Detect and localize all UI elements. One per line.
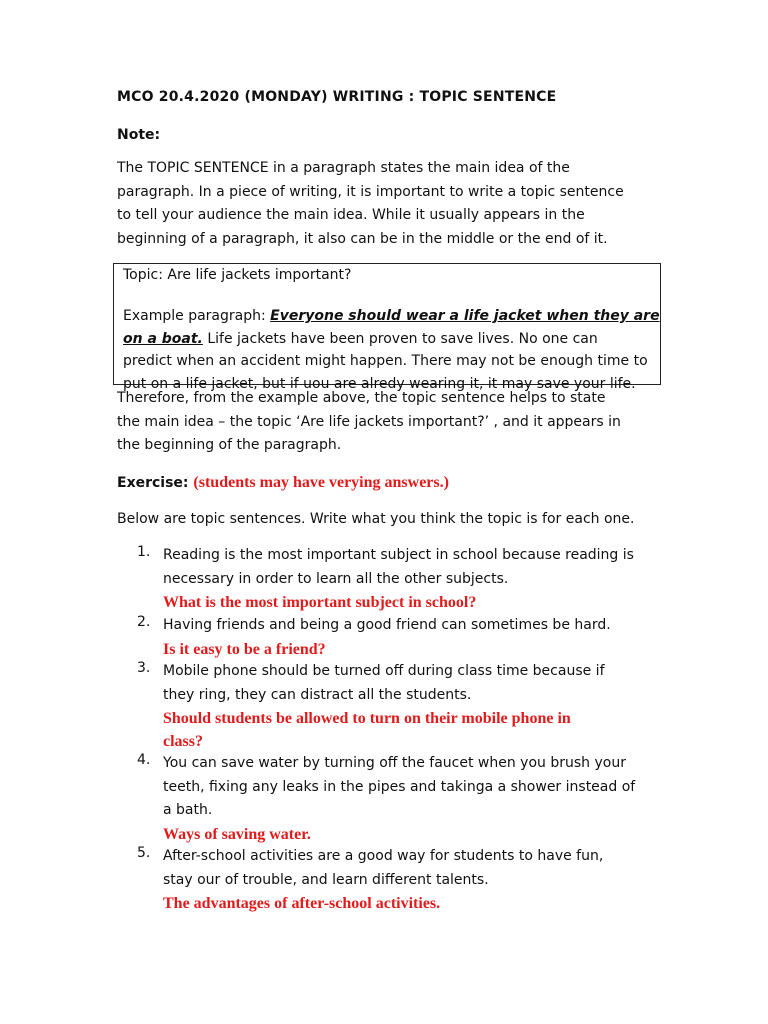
explanation-line: Therefore, from the example above, the topic sentence helps to state [117, 390, 606, 406]
item-line: necessary in order to learn all the other subjects. [163, 570, 509, 587]
item-line: Mobile phone should be turned off during class time because if [163, 663, 605, 679]
intro-line: beginning of a paragraph, it also can be in the middle or the end of it. [117, 230, 608, 247]
example-topic-sentence: Everyone should wear a life jacket when they are [270, 308, 660, 324]
example-line: put on a life jacket, but if uou are alredy wearing it, it may save your life. [123, 375, 636, 392]
item-answer: Is it easy to be a friend? [163, 640, 326, 658]
item-line: stay our of trouble, and learn different talents. [163, 871, 489, 888]
explanation-line: the main idea – the topic ‘Are life jackets important?’ , and it appears in [117, 413, 621, 430]
exercise-note: (students may have verying answers.) [193, 474, 449, 491]
item-answer: The advantages of after-school activities. [163, 895, 441, 912]
intro-line: paragraph. In a piece of writing, it is important to write a topic sentence [117, 183, 624, 200]
intro-line: The TOPIC SENTENCE in a paragraph states the main idea of the [117, 160, 570, 176]
exercise-instruction: Below are topic sentences. Write what you think the topic is for each one. [117, 511, 635, 527]
item-line: a bath. [163, 802, 213, 818]
item-answer: class? [163, 733, 203, 750]
item-line: You can save water by turning off the faucet when you brush your [163, 755, 626, 771]
item-answer: What is the most important subject in school? [163, 594, 477, 611]
note-label: Note: [117, 127, 161, 143]
item-line: Having friends and being a good friend can sometimes be hard. [163, 617, 611, 633]
item-body [163, 544, 634, 614]
example-line [123, 305, 659, 328]
exercise-label: Exercise: [117, 475, 194, 491]
item-number: 3. [137, 660, 151, 676]
example-topic-sentence-end: on a boat. [123, 330, 203, 347]
item-number: 2. [137, 614, 151, 630]
item-line: After-school activities are a good way for students to have fun, [163, 848, 604, 864]
example-paragraph [123, 305, 659, 395]
explanation-paragraph [117, 387, 657, 458]
page-title: MCO 20.4.2020 (MONDAY) WRITING : TOPIC SENTENCE [117, 89, 557, 105]
item-body [163, 660, 605, 753]
example-line-text: Life jackets have been proven to save lives. No one can [202, 330, 598, 347]
item-body [163, 845, 603, 915]
example-topic: Topic: Are life jackets important? [123, 267, 352, 283]
item-number: 4. [137, 752, 151, 768]
item-line: teeth, fixing any leaks in the pipes and takinga a shower instead of [163, 778, 636, 795]
example-line: predict when an accident might happen. There may not be enough time to [123, 353, 648, 369]
item-line: they ring, they can distract all the students. [163, 686, 472, 703]
explanation-line: the beginning of the paragraph. [117, 437, 342, 453]
example-label: Example paragraph: [123, 308, 271, 324]
item-line: Reading is the most important subject in school because reading is [163, 547, 634, 563]
item-answer: Ways of saving water. [163, 825, 311, 843]
item-number: 1. [137, 544, 151, 560]
exercise-heading [117, 472, 449, 492]
example-line [123, 328, 659, 351]
item-body [163, 752, 635, 846]
example-box [113, 263, 661, 392]
intro-line: to tell your audience the main idea. While it usually appears in the [117, 207, 585, 223]
item-body [163, 614, 611, 661]
item-number: 5. [137, 845, 151, 861]
intro-paragraph [117, 157, 657, 251]
item-answer: Should students be allowed to turn on their mobile phone in [163, 710, 571, 727]
